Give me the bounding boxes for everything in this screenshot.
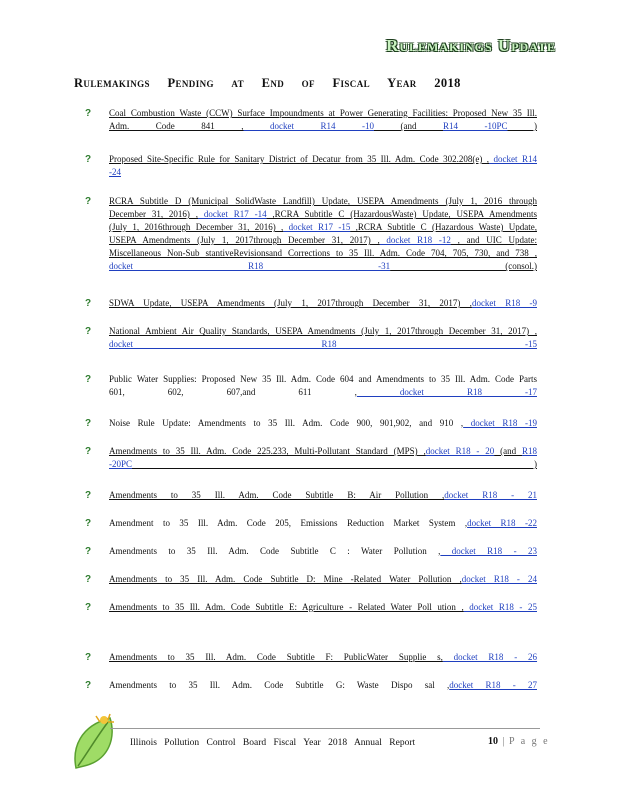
docket-link[interactable]: docket R18 - 24 <box>461 574 537 584</box>
item-text <box>109 417 537 430</box>
item-text <box>109 601 537 614</box>
bullet-marker: ? <box>85 652 92 663</box>
item-title: RCRA Subtitle D (Municipal SolidWaste Landfill) Update, USEPA Amendments (July 1, 2016 through December 31, 2016) , <box>109 196 537 219</box>
docket-link[interactable]: docket R17 -15 <box>283 222 351 232</box>
docket-link[interactable]: docket R18 -12 <box>379 235 451 245</box>
bullet-marker: ? <box>85 574 92 585</box>
docket-link[interactable]: docket R18 -9 <box>471 298 537 308</box>
item-title: Coal Combustion Waste (CCW) Surface Impoundments at Power Generating Facilities: Proposed New 35 Ill. Adm. Code 841 , <box>109 108 537 131</box>
item-text <box>109 195 537 273</box>
bullet-marker: ? <box>85 154 92 165</box>
docket-link[interactable]: docket R14 -10 <box>243 121 374 131</box>
item-text <box>109 489 537 502</box>
item-title: Amendment to 35 Ill. Adm. Code 205, Emissions Reduction Market System , <box>109 518 468 528</box>
docket-link[interactable]: docket R18 - 25 <box>463 602 537 612</box>
bullet-marker: ? <box>85 602 92 613</box>
item-text-fragment: ) <box>507 121 538 131</box>
footer-page-number <box>488 736 550 747</box>
item-title: SDWA Update, USEPA Amendments (July 1, 2017through December 31, 2017) , <box>109 298 472 308</box>
docket-link[interactable]: docket R18 - 20 <box>425 446 495 456</box>
item-text <box>109 153 537 179</box>
bullet-marker: ? <box>85 490 92 501</box>
docket-link[interactable]: docket R18 -22 <box>467 518 537 528</box>
docket-link[interactable]: docket R18 -19 <box>463 418 537 428</box>
docket-link[interactable]: R18 -20PC <box>109 446 537 469</box>
page-word: P a g e <box>509 736 550 747</box>
bullet-marker: ? <box>85 196 92 207</box>
docket-link[interactable]: docket R18 -31 <box>109 261 391 271</box>
docket-link[interactable]: docket R14 -24 <box>109 154 537 177</box>
item-title: Proposed Site-Specific Rule for Sanitary District of Decatur from 35 Ill. Adm. Code 302.208(e) , <box>109 154 490 164</box>
item-text <box>109 573 537 586</box>
footer-rule <box>110 728 540 729</box>
docket-link[interactable]: docket R17 -14 <box>198 209 267 219</box>
bullet-marker: ? <box>85 374 92 385</box>
item-text <box>109 445 537 471</box>
item-text <box>109 107 537 133</box>
item-title: Amendments to 35 Ill. Adm. Code Subtitle F: PublicWater Supplie s, <box>109 652 443 662</box>
page-number: 10 <box>488 736 498 747</box>
item-text-fragment: (consol.) <box>390 261 537 271</box>
footer-title: Illinois Pollution Control Board Fiscal Year 2018 Annual Report <box>130 738 416 748</box>
leaf-icon <box>70 712 126 772</box>
bullet-marker: ? <box>85 680 92 691</box>
item-title: Amendments to 35 Ill. Adm. Code Subtitle G: Waste Dispo sal , <box>109 680 450 690</box>
section-banner: Rulemakings Update <box>386 36 556 55</box>
bullet-marker: ? <box>85 326 92 337</box>
item-text <box>109 325 537 351</box>
docket-link[interactable]: docket R18 - 21 <box>444 490 537 500</box>
bullet-marker: ? <box>85 418 92 429</box>
docket-link[interactable]: docket R18 -17 <box>356 387 537 397</box>
bullet-marker: ? <box>85 298 92 309</box>
item-text-fragment: (and <box>494 446 522 456</box>
item-text <box>109 297 537 310</box>
item-title: Public Water Supplies: Proposed New 35 Ill. Adm. Code 604 and Amendments to 35 Ill. Adm. Code Parts 601, 602, 607,and 611 , <box>109 374 537 397</box>
bullet-marker: ? <box>85 108 92 119</box>
item-title: National Ambient Air Quality Standards, USEPA Amendments (July 1, 2017through December 31, 2017) , <box>109 326 537 336</box>
docket-link[interactable]: docket R18 -15 <box>109 339 537 349</box>
bullet-marker: ? <box>85 446 92 457</box>
docket-link[interactable]: R14 -10PC <box>443 121 508 131</box>
item-text-fragment: ,RCRA Subtitle C (HazardousWaste) Update, USEPA Amendments (July 1, 2016through December 31, 2016) , <box>109 209 537 232</box>
item-text <box>109 679 537 692</box>
item-title: Amendments to 35 Ill. Adm. Code 225.233, Multi-Pollutant Standard (MPS) , <box>109 446 426 456</box>
item-title: Amendments to 35 Ill. Adm. Code Subtitle E: Agriculture - Related Water Poll ution , <box>109 602 464 612</box>
page-heading: Rulemakings Pending at End of Fiscal Year 2018 <box>74 76 461 90</box>
item-text-fragment: ,RCRA Subtitle C (Hazardous Waste) Update, USEPA Amendments (July 1, 2017through December 31, 2017) , <box>109 222 537 245</box>
item-text-fragment: , and UIC Update: Miscellaneous Non-Sub stantiveRevisionsand Corrections to 35 Ill. Adm. Code 704, 705, 730, and 738 , <box>109 235 538 258</box>
item-text <box>109 373 537 399</box>
item-title: Noise Rule Update: Amendments to 35 Ill. Adm. Code 900, 901,902, and 910 , <box>109 418 464 428</box>
item-title: Amendments to 35 Ill. Adm. Code Subtitle B: Air Pollution , <box>109 490 445 500</box>
item-text <box>109 651 537 664</box>
bullet-marker: ? <box>85 518 92 529</box>
docket-link[interactable]: docket R18 - 26 <box>442 652 538 662</box>
item-text-fragment: ) <box>132 459 537 469</box>
item-text-fragment: (and <box>374 121 443 131</box>
page-separator: | <box>502 736 505 747</box>
item-title: Amendments to 35 Ill. Adm. Code Subtitle D: Mine -Related Water Pollution , <box>109 574 462 584</box>
item-text <box>109 545 537 558</box>
docket-link[interactable]: docket R18 - 23 <box>440 546 537 556</box>
docket-link[interactable]: docket R18 - 27 <box>449 680 537 690</box>
item-title: Amendments to 35 Ill. Adm. Code Subtitle C : Water Pollution , <box>109 546 441 556</box>
bullet-marker: ? <box>85 546 92 557</box>
item-text <box>109 517 537 530</box>
